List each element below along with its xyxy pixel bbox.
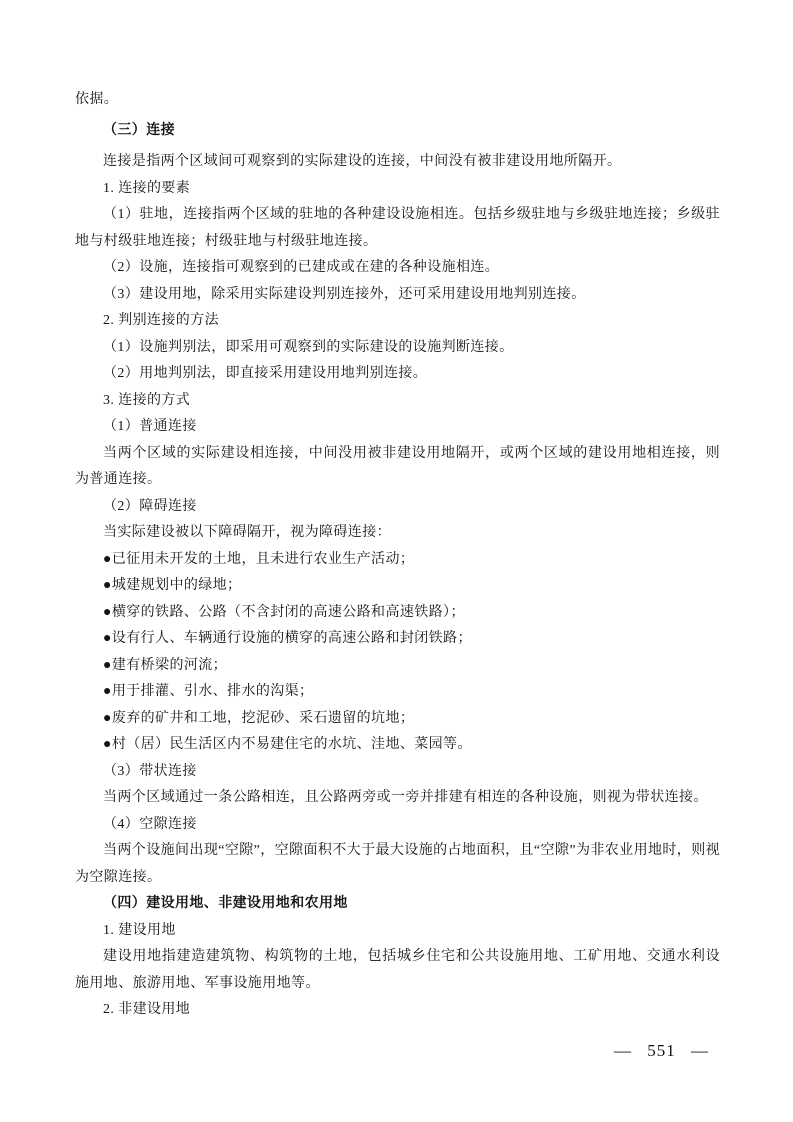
bullet-item: ●建有桥梁的河流； [103,657,228,673]
bullet-item: ●村（居）民生活区内不易建住宅的水坑、洼地、菜园等。 [103,737,472,752]
bullet-item: ●已征用未开发的土地，且未进行农业生产活动； [103,551,415,567]
section-heading-3-connection: （三）连接 [103,122,175,138]
section-heading-4-land-types: （四）建设用地、非建设用地和农用地 [103,896,348,911]
paragraph: 建设用地指建造建筑物、构筑物的土地，包括城乡住宅和公共设施用地、工矿用地、交通水利设施用地、旅游用地、军事设施用地等。 [75,949,720,991]
paragraph: （3）建设用地，除采用实际建设判别连接外，还可采用建设用地判别连接。 [103,286,586,302]
subitem-gap-connection: （4）空隙连接 [103,816,197,832]
paragraph: （1）设施判别法，即采用可观察到的实际建设的设施判断连接。 [103,339,514,355]
subheading-connection-elements: 1. 连接的要素 [103,180,191,196]
page-number: — 551 — [614,1041,709,1060]
paragraph-continuation: 依据。 [75,92,119,107]
paragraph: （2）用地判别法，即直接采用建设用地判别连接。 [103,366,428,381]
subitem-obstacle-connection: （2）障碍连接 [103,498,197,514]
subheading-non-construction-land: 2. 非建设用地 [103,1002,191,1017]
subheading-connection-judgment-methods: 2. 判别连接的方法 [103,313,219,328]
paragraph: 当两个设施间出现“空隙”，空隙面积不大于最大设施的占地面积，且“空隙”为非农业用地时，则视为空隙连接。 [75,843,720,885]
subheading-construction-land: 1. 建设用地 [103,922,176,938]
paragraph: （2）设施，连接指可观察到的已建成或在建的各种设施相连。 [103,260,500,275]
subitem-strip-connection: （3）带状连接 [103,763,197,779]
paragraph: 当两个区域通过一条公路相连，且公路两旁或一旁并排建有相连的各种设施，则视为带状连接。 [103,790,708,805]
page-body-text [75,87,720,1024]
bullet-item: ●横穿的铁路、公路（不含封闭的高速公路和高速铁路）； [103,604,465,620]
subheading-connection-modes: 3. 连接的方式 [103,392,191,408]
bullet-item: ●设有行人、车辆通行设施的横穿的高速公路和封闭铁路； [103,631,472,646]
paragraph: 连接是指两个区域间可观察到的实际建设的连接，中间没有被非建设用地所隔开。 [103,154,622,169]
paragraph: 当两个区域的实际建设相连接，中间没用被非建设用地隔开，或两个区域的建设用地相连接，则为普通连接。 [75,445,720,487]
paragraph: 当实际建设被以下障碍隔开，视为障碍连接： [103,525,391,540]
bullet-item: ●用于排灌、引水、排水的沟渠； [103,684,314,699]
subitem-normal-connection: （1）普通连接 [103,419,197,434]
paragraph: （1）驻地，连接指两个区域的驻地的各种建设设施相连。包括乡级驻地与乡级驻地连接；乡级驻地与村级驻地连接；村级驻地与村级驻地连接。 [75,207,720,249]
bullet-item: ●废弃的矿井和工地，挖泥砂、采石遗留的坑地； [103,710,415,726]
bullet-item: ●城建规划中的绿地； [103,578,242,593]
